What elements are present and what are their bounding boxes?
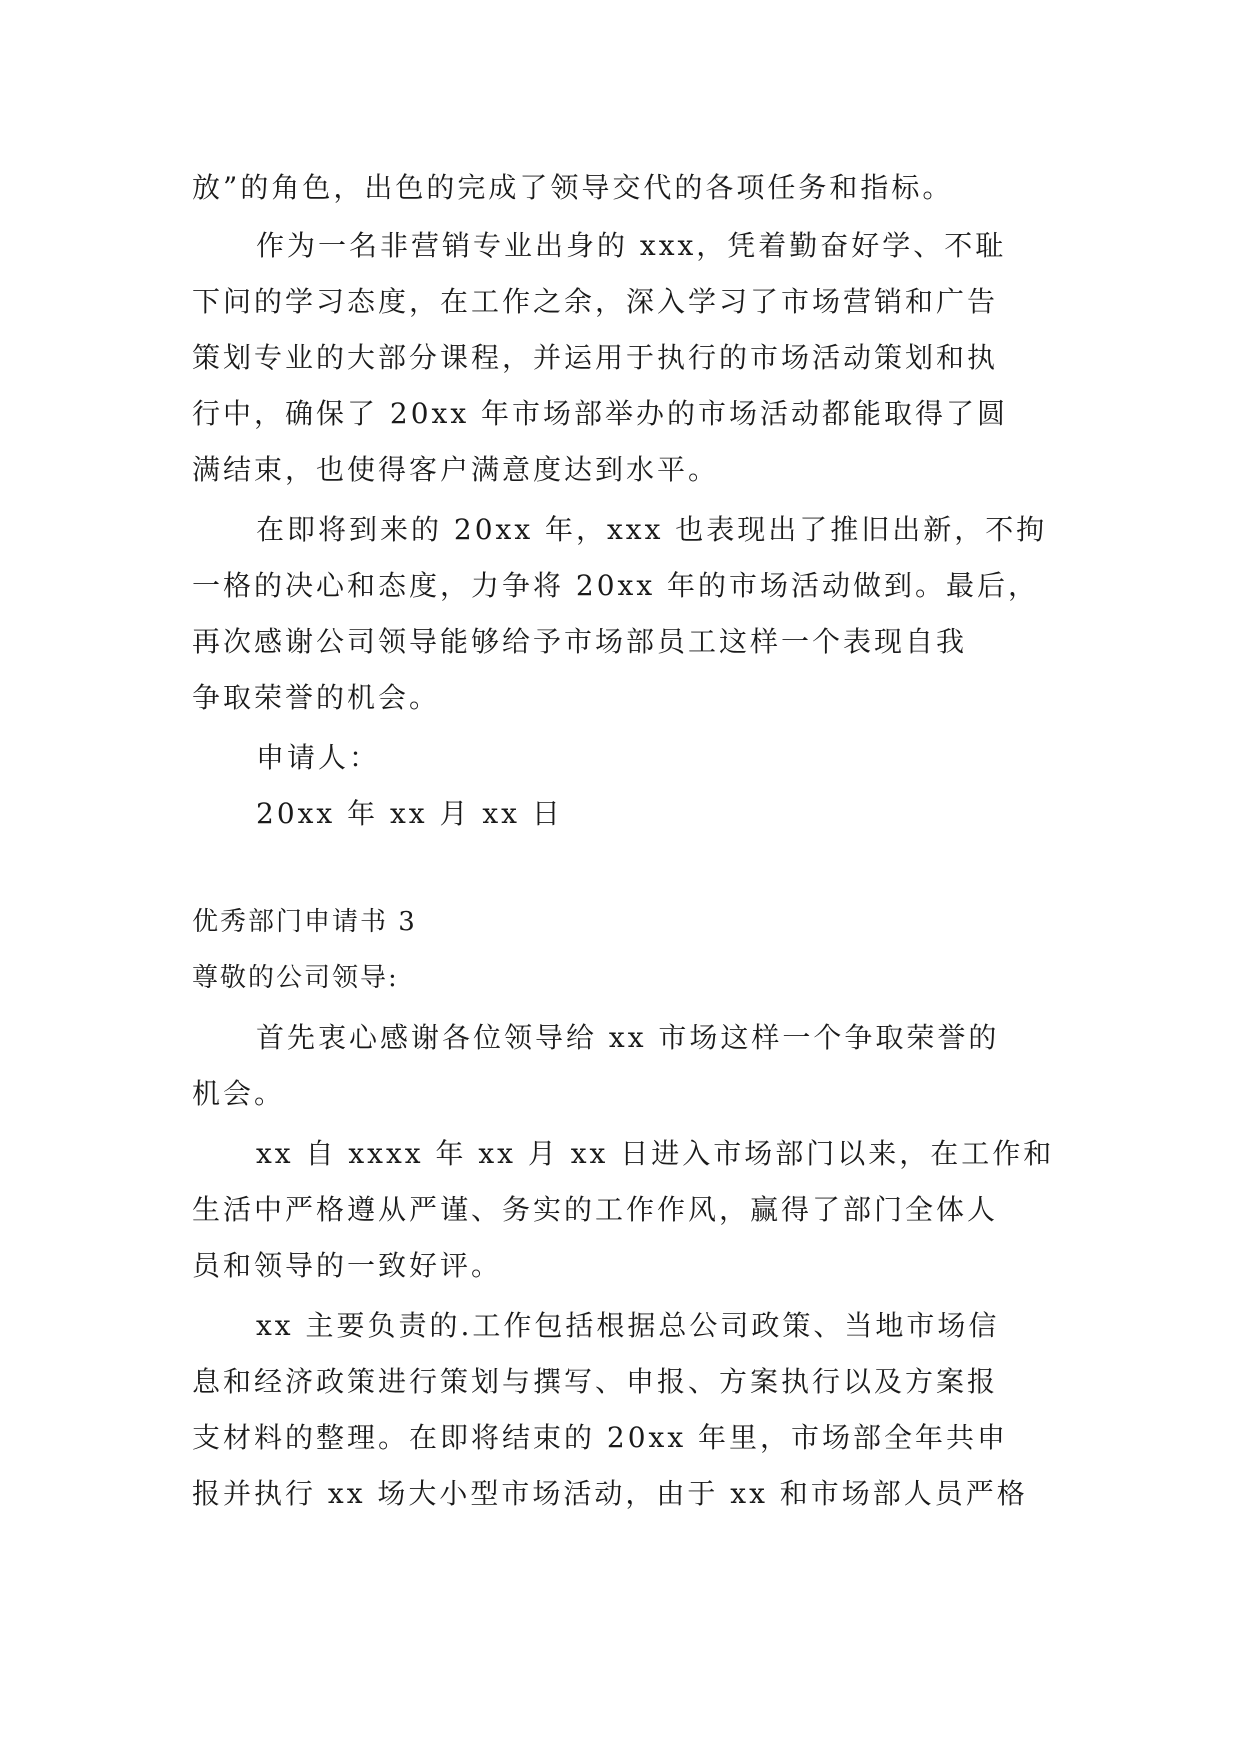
applicant-label: 申请人： xyxy=(256,741,381,774)
paragraph-line: 一格的决心和态度，力争将 20xx 年的市场活动做到。最后， xyxy=(192,569,1040,602)
section-title: 优秀部门申请书 3 xyxy=(192,907,417,937)
salutation: 尊敬的公司领导: xyxy=(192,963,399,993)
paragraph-line: 报并执行 xx 场大小型市场活动，由于 xx 和市场部人员严格 xyxy=(192,1477,1028,1510)
paragraph-line: 生活中严格遵从严谨、务实的工作作风，赢得了部门全体人 xyxy=(192,1193,999,1226)
date-line: 20xx 年 xx 月 xx 日 xyxy=(256,797,563,830)
paragraph-line: 支材料的整理。在即将结束的 20xx 年里，市场部全年共申 xyxy=(192,1421,1009,1454)
paragraph-line: 满结束，也使得客户满意度达到水平。 xyxy=(192,453,720,486)
paragraph-line: 机会。 xyxy=(192,1077,286,1110)
paragraph-line: 放”的角色，出色的完成了领导交代的各项任务和指标。 xyxy=(192,171,954,204)
paragraph-line: 作为一名非营销专业出身的 xxx，凭着勤奋好学、不耻 xyxy=(256,229,1007,262)
paragraph-line: 争取荣誉的机会。 xyxy=(192,681,441,714)
paragraph-line: 在即将到来的 20xx 年，xxx 也表现出了推旧出新，不拘 xyxy=(256,513,1048,546)
paragraph-line: 员和领导的一致好评。 xyxy=(192,1249,503,1282)
paragraph-line: xx 主要负责的.工作包括根据总公司政策、当地市场信 xyxy=(256,1309,1000,1342)
paragraph-line: 再次感谢公司领导能够给予市场部员工这样一个表现自我 xyxy=(192,625,968,658)
paragraph-line: 策划专业的大部分课程，并运用于执行的市场活动策划和执 xyxy=(192,341,999,374)
paragraph-line: 息和经济政策进行策划与撰写、申报、方案执行以及方案报 xyxy=(192,1365,999,1398)
paragraph-line: 下问的学习态度，在工作之余，深入学习了市场营销和广告 xyxy=(192,285,999,318)
paragraph-line: 行中，确保了 20xx 年市场部举办的市场活动都能取得了圆 xyxy=(192,397,1009,430)
paragraph-line: xx 自 xxxx 年 xx 月 xx 日进入市场部门以来，在工作和 xyxy=(256,1137,1055,1170)
paragraph-line: 首先衷心感谢各位领导给 xx 市场这样一个争取荣誉的 xyxy=(256,1021,1000,1054)
